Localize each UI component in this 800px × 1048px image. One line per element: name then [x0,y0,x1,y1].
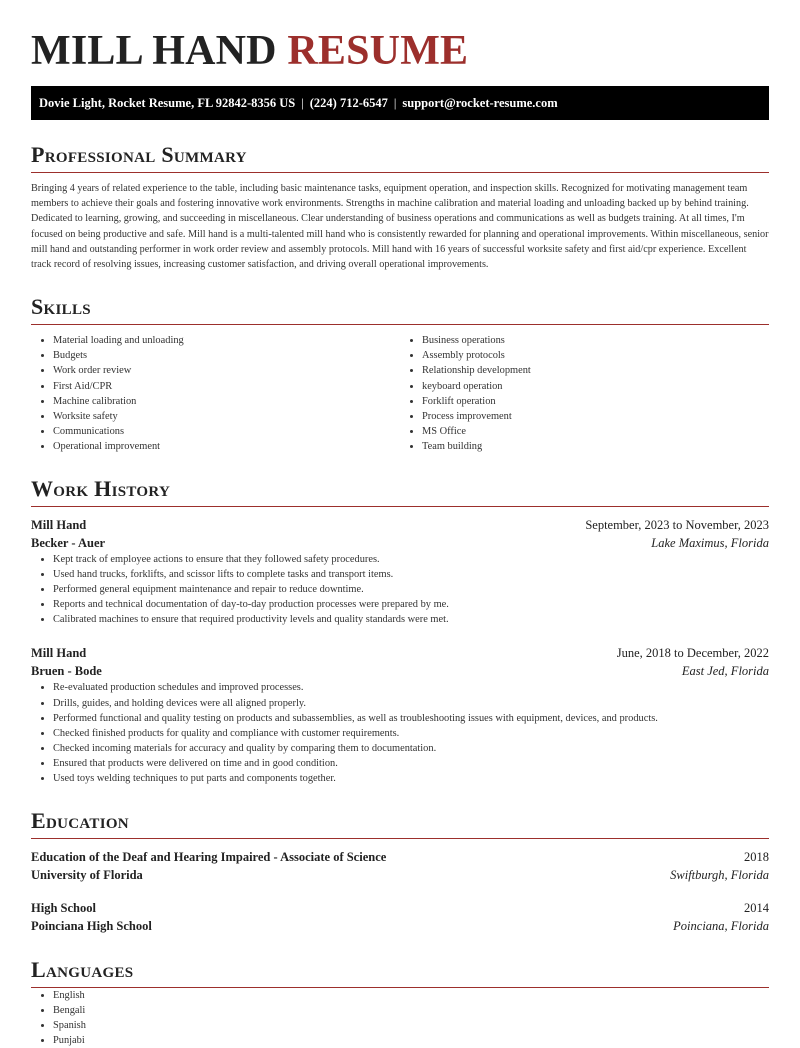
skill-item: • Forklift operation [422,394,769,409]
languages-list [31,988,769,1048]
job-bullet: • Ensured that products were delivered on time and in good condition. [53,756,769,771]
job-company: Becker - Auer [31,535,106,550]
summary-text: Bringing 4 years of related experience to the table, including basic maintenance tasks, equipment operation, and inspection skills. Recognized for motivating management team members to achieve their goals and fostering innovative work environments. Strengths in machine calibration and material loading and unloading backed up by behind training. Dedicated to learning, growing, and succeeding in miscellaneous. Clear understanding of business operations and communications as well as budgets training. At all times, I'm focused on being productive and safe. Mill hand is a multi-talented mill hand who is consistently rewarded for planning and operational improvements. Within miscellaneous, senior mill hand and outstanding performer in work order review and assembly protocols. Mill hand with 16 years of successful worksite safety and first aid/cpr experience. Excellent track record of resolving issues, increasing customer satisfaction, and driving overall operational improvements. [31,183,769,271]
contact-address: Dovie Light, Rocket Resume, FL 92842-8356 US [39,96,296,110]
job-bullet: • Used toys welding techniques to put parts and components together. [53,771,769,786]
resume-title [31,0,769,74]
job-bullet: • Checked incoming materials for accuracy and quality by comparing them to documentation. [53,741,769,756]
language-item: • Punjabi [53,1033,769,1048]
skill-item: • Budgets [53,348,400,363]
education-school-row [31,917,769,935]
title-main: MILL HAND [31,28,288,74]
education-degree: High School [31,901,96,916]
education-year: 2014 [744,901,769,916]
summary-section [31,142,769,272]
skill-item: • Relationship development [422,363,769,378]
contact-phone: (224) 712-6547 [309,96,388,110]
contact-bar [31,86,769,120]
skills-right-column [400,333,769,454]
job-bullet: • Checked finished products for quality and compliance with customer requirements. [53,726,769,741]
resume-page [31,0,769,1048]
education-school-row [31,866,769,884]
education-school: University of Florida [31,868,143,883]
education-entry [31,848,769,884]
job-dates: September, 2023 to November, 2023 [585,517,769,532]
language-item: • Spanish [53,1018,769,1033]
job-company-row [31,534,769,552]
work-section [31,476,769,786]
job-entry [31,516,769,627]
job-bullet: • Calibrated machines to ensure that required productivity levels and quality standards were met. [53,612,769,627]
skills-section [31,294,769,454]
job-bullet: • Kept track of employee actions to ensure that they followed safety procedures. [53,552,769,567]
job-bullet: • Performed general equipment maintenance and repair to reduce downtime. [53,582,769,597]
education-heading: Education [31,808,769,839]
job-title: Mill Hand [31,517,87,532]
job-company-row [31,662,769,680]
title-accent: RESUME [287,28,469,74]
job-bullet: • Drills, guides, and holding devices were all aligned properly. [53,696,769,711]
job-bullet: • Re-evaluated production schedules and improved processes. [53,680,769,695]
job-bullet: • Performed functional and quality testing on products and subassemblies, as well as troubleshooting issues with equipment, devices, and products. [53,711,769,726]
education-location: Swiftburgh, Florida [670,868,769,883]
work-heading: Work History [31,476,769,507]
contact-email: support@rocket-resume.com [402,96,558,110]
education-location: Poinciana, Florida [673,919,769,934]
skill-item: • Business operations [422,333,769,348]
skill-item: • Operational improvement [53,439,400,454]
job-list [31,516,769,786]
languages-heading: Languages [31,957,769,988]
job-header-row [31,516,769,534]
languages-section [31,957,769,1048]
skill-item: • Work order review [53,363,400,378]
skill-item: • Material loading and unloading [53,333,400,348]
contact-separator: | [301,96,304,110]
skill-item: • Machine calibration [53,394,400,409]
job-location: East Jed, Florida [681,664,769,679]
skill-item: • MS Office [422,424,769,439]
skill-item: • Communications [53,424,400,439]
job-company: Bruen - Bode [31,664,102,679]
education-year: 2018 [744,850,769,865]
skill-item: • Assembly protocols [422,348,769,363]
job-bullet: • Used hand trucks, forklifts, and scissor lifts to complete tasks and transport items. [53,567,769,582]
skills-grid [31,333,769,454]
language-item: • English [53,988,769,1003]
education-entry [31,899,769,935]
job-dates: June, 2018 to December, 2022 [616,646,769,661]
language-item: • Bengali [53,1003,769,1018]
skills-heading: Skills [31,294,769,325]
job-header-row [31,644,769,662]
job-bullet-list [31,552,769,627]
skill-item: • Team building [422,439,769,454]
job-location: Lake Maximus, Florida [651,535,769,550]
skill-item: • First Aid/CPR [53,379,400,394]
education-school: Poinciana High School [31,919,152,934]
education-section [31,808,769,935]
skill-item: • keyboard operation [422,379,769,394]
summary-heading: Professional Summary [31,142,769,173]
job-bullet-list [31,680,769,786]
job-bullet: • Reports and technical documentation of day-to-day production processes were prepared by me. [53,597,769,612]
skills-left-column [31,333,400,454]
education-header-row [31,899,769,917]
contact-separator: | [393,96,397,110]
job-entry [31,644,769,786]
job-title: Mill Hand [31,646,87,661]
skill-item: • Process improvement [422,409,769,424]
education-header-row [31,848,769,866]
skill-item: • Worksite safety [53,409,400,424]
education-list [31,848,769,935]
education-degree: Education of the Deaf and Hearing Impaired - Associate of Science [31,850,387,865]
